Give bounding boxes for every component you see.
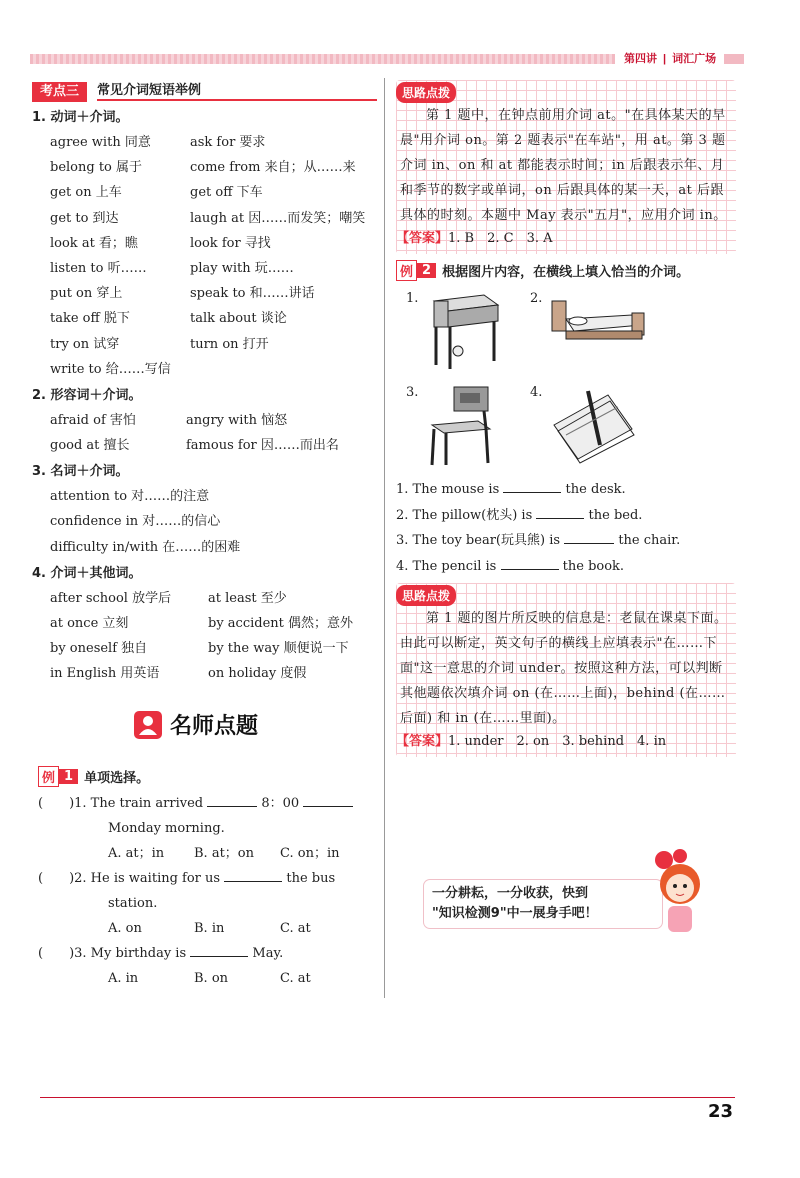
chapter-label: 第四讲	[624, 53, 657, 65]
q2-option-b[interactable]: B. in	[194, 921, 225, 936]
picture-1-number: 1.	[406, 291, 419, 306]
q2-options	[38, 916, 378, 941]
q2-blank[interactable]	[224, 867, 282, 882]
q3-option-a[interactable]: A. in	[108, 971, 139, 986]
example-word: 例	[38, 766, 59, 787]
phrase-right: laugh at 因……而发笑；嘲笑	[190, 210, 366, 226]
ex2-q3-tail: the chair.	[618, 533, 681, 548]
phrase-left: listen to 听……	[50, 260, 147, 276]
q2-text: ( )2. He is waiting for us	[38, 871, 221, 886]
q1-options	[38, 841, 378, 866]
q3-option-b[interactable]: B. on	[194, 971, 229, 986]
phrase-row	[32, 661, 377, 686]
q2-option-c[interactable]: C. at	[280, 921, 311, 936]
tips-text-2: 第 1 题的图片所反映的信息是：老鼠在课桌下面。由此可以断定，英文句子的横线上应填表示"在……下面"这一意思的介词 under。按照这种方法，可以判断其他题依次填介词 on (在……上面)，behind (在……后面) 和 in (在……里面)。	[400, 611, 728, 726]
ex2-q2-tail: the bed.	[588, 507, 643, 523]
ex2-q4-text: 4. The pencil is	[396, 558, 497, 574]
column-divider	[384, 78, 385, 998]
q2-option-a[interactable]: A. on	[108, 921, 142, 936]
q3-text: ( )3. My birthday is	[38, 946, 187, 961]
phrase-row	[32, 408, 377, 433]
q1-blank-1[interactable]	[207, 792, 257, 807]
answer-1	[396, 228, 736, 250]
phrase-right: by accident 偶然；意外	[208, 616, 354, 631]
answer-tag: 【答案】	[396, 231, 449, 246]
phrase-left: after school 放学后	[50, 590, 172, 606]
ex2-q2-text: 2. The pillow(枕头) is	[396, 507, 533, 523]
tips-box-1	[396, 80, 736, 254]
desk-mouse-icon	[424, 291, 504, 371]
phrase-row	[32, 206, 377, 231]
phrase-right: by the way 顺便说一下	[208, 641, 349, 657]
example-2-label	[396, 260, 689, 281]
example-2-title: 根据图片内容，在横线上填入恰当的介词。	[442, 265, 690, 280]
chair-bear-icon	[424, 385, 504, 469]
tips-tag-2: 思路点拨	[396, 585, 456, 606]
ex2-q1-text: 1. The mouse is	[396, 482, 500, 497]
banner-line-2: "知识检测9"中一展身手吧！	[432, 906, 598, 921]
ex2-q4-blank[interactable]	[501, 555, 559, 570]
example-1-title: 单项选择。	[84, 771, 150, 786]
q3-option-c[interactable]: C. at	[280, 971, 311, 986]
tips-box-2	[396, 583, 736, 757]
star-teacher-heading	[100, 705, 280, 745]
phrase-right: look for 寻找	[190, 235, 271, 251]
phrase-row	[32, 180, 377, 205]
tips-text-1: 第 1 题中，在钟点前用介词 at。"在具体某天的早晨"用介词 on。第 2 题表示"在车站"，用 at。第 3 题介词 in、on 和 at 都能表示时间；in 后跟表示年、月和季节的数字或单词，on 后跟具体的某一天，at 后跟具体的时刻。本题中 May 表示"五月"，应用介词 in。	[400, 108, 727, 223]
example-number: 1	[59, 769, 78, 784]
phrase-row	[32, 611, 377, 636]
answer-2-text: 1. under 2. on 3. behind 4. in	[448, 734, 667, 749]
teacher-icon	[134, 711, 162, 739]
q1-option-c[interactable]: C. on；in	[280, 846, 340, 861]
phrase-left: attention to 对……的注意	[50, 489, 210, 505]
phrase-right: get off 下车	[190, 185, 263, 201]
phrase-right: at least 至少	[208, 590, 287, 606]
footer-line	[40, 1097, 735, 1098]
picture-chair	[406, 385, 524, 465]
phrase-left: belong to 属于	[50, 160, 143, 176]
phrase-row	[32, 586, 377, 611]
ex2-q2-blank[interactable]	[536, 504, 584, 519]
phrase-left: agree with 同意	[50, 135, 151, 150]
phrase-left: get to 到达	[50, 210, 119, 226]
section-4-title: 4. 介词＋其他词。	[32, 565, 142, 581]
picture-2-number: 2.	[530, 291, 543, 306]
phrase-left: at once 立刻	[50, 616, 129, 631]
phrase-row	[32, 281, 377, 306]
q1-text: ( )1. The train arrived	[38, 796, 204, 811]
phrase-right: play with 玩……	[190, 260, 294, 276]
phrase-right: turn on 打开	[190, 336, 269, 352]
phrase-left: by oneself 独自	[50, 641, 148, 657]
phrase-left: take off 脱下	[50, 311, 130, 327]
kaodian-title: 常见介词短语举例	[97, 83, 377, 101]
q1-cont: Monday morning.	[108, 821, 225, 836]
star-title: 名师点题	[170, 714, 259, 739]
q3-tail: May.	[252, 946, 284, 961]
phrase-right: speak to 和……讲话	[190, 286, 315, 302]
answer-2	[396, 731, 736, 753]
q1-time: 8：00	[261, 796, 300, 811]
phrase-left: confidence in 对……的信心	[50, 514, 221, 530]
phrase-left: good at 擅长	[50, 438, 130, 454]
ex2-q4-tail: the book.	[562, 558, 625, 574]
phrase-row	[32, 130, 377, 155]
phrase-row	[32, 636, 377, 661]
bed-pillow-icon	[548, 291, 648, 353]
kaodian-tag: 考点三	[32, 82, 87, 102]
right-column	[396, 80, 736, 757]
cartoon-girl-icon	[650, 848, 710, 940]
q1-option-b[interactable]: B. at；on	[194, 846, 254, 861]
picture-bed	[530, 291, 648, 371]
section-2-title: 2. 形容词＋介词。	[32, 387, 142, 403]
picture-desk	[406, 291, 524, 371]
example-1-label	[38, 766, 149, 787]
q3-blank[interactable]	[190, 942, 248, 957]
ex2-q1-blank[interactable]	[503, 478, 561, 493]
question-3	[38, 941, 378, 991]
answer-1-text: 1. B 2. C 3. A	[448, 231, 553, 246]
section-1-title: 1. 动词＋介词。	[32, 110, 129, 125]
phrase-left: look at 看；瞧	[50, 235, 138, 251]
book-pencil-icon	[548, 385, 638, 465]
answer-tag: 【答案】	[396, 734, 449, 749]
encouragement-banner	[424, 880, 662, 928]
example-number: 2	[417, 263, 436, 278]
phrase-left: write to 给……写信	[50, 361, 171, 377]
header-stripe	[30, 54, 615, 64]
phrase-row	[32, 155, 377, 180]
phrase-left: afraid of 害怕	[50, 412, 136, 428]
q1-blank-2[interactable]	[303, 792, 353, 807]
phrase-row	[32, 256, 377, 281]
chapter-header: 第四讲 | 词汇广场	[624, 53, 717, 65]
q2-cont: station.	[108, 896, 158, 911]
phrase-right: talk about 谈论	[190, 311, 287, 327]
q2-tail: the bus	[286, 871, 336, 886]
q1-option-a[interactable]: A. at；in	[108, 846, 165, 861]
section-3-title: 3. 名词＋介词。	[32, 464, 129, 480]
phrase-row	[32, 433, 377, 458]
ex2-q3-text: 3. The toy bear(玩具熊) is	[396, 533, 561, 548]
phrase-right: angry with 恼怒	[186, 412, 288, 428]
phrase-right: ask for 要求	[190, 135, 266, 150]
phrase-left: difficulty in/with 在……的困难	[50, 539, 241, 555]
example-word: 例	[396, 260, 417, 281]
kaodian-header	[32, 82, 377, 102]
banner-line-1: 一分耕耘，一分收获，快到	[432, 886, 589, 901]
page-number: 23	[708, 1101, 734, 1122]
section-label: 词汇广场	[672, 53, 717, 65]
phrase-row	[32, 306, 377, 331]
example-2-questions	[396, 477, 736, 579]
phrase-right: come from 来自；从……来	[190, 160, 356, 176]
q3-options	[38, 966, 378, 991]
phrase-row	[32, 357, 377, 382]
picture-grid	[396, 287, 736, 477]
phrase-left: put on 穿上	[50, 286, 123, 302]
ex2-q1-tail: the desk.	[565, 482, 626, 497]
phrase-left: try on 试穿	[50, 336, 120, 352]
phrase-right: famous for 因……而出名	[186, 438, 339, 454]
question-2	[38, 866, 378, 941]
phrase-left: in English 用英语	[50, 666, 160, 682]
ex2-q3-blank[interactable]	[564, 529, 614, 544]
phrase-row	[32, 509, 377, 534]
phrase-right: on holiday 度假	[208, 666, 307, 682]
picture-4-number: 4.	[530, 385, 543, 400]
picture-book	[530, 385, 648, 465]
picture-3-number: 3.	[406, 385, 419, 400]
phrase-row	[32, 332, 377, 357]
phrase-row	[32, 535, 377, 560]
tips-tag-1: 思路点拨	[396, 82, 456, 103]
question-1	[38, 791, 378, 866]
header-tail	[724, 54, 744, 64]
left-column	[32, 82, 377, 687]
example-1	[38, 766, 378, 991]
phrase-row	[32, 484, 377, 509]
phrase-row	[32, 231, 377, 256]
phrase-left: get on 上车	[50, 185, 122, 201]
